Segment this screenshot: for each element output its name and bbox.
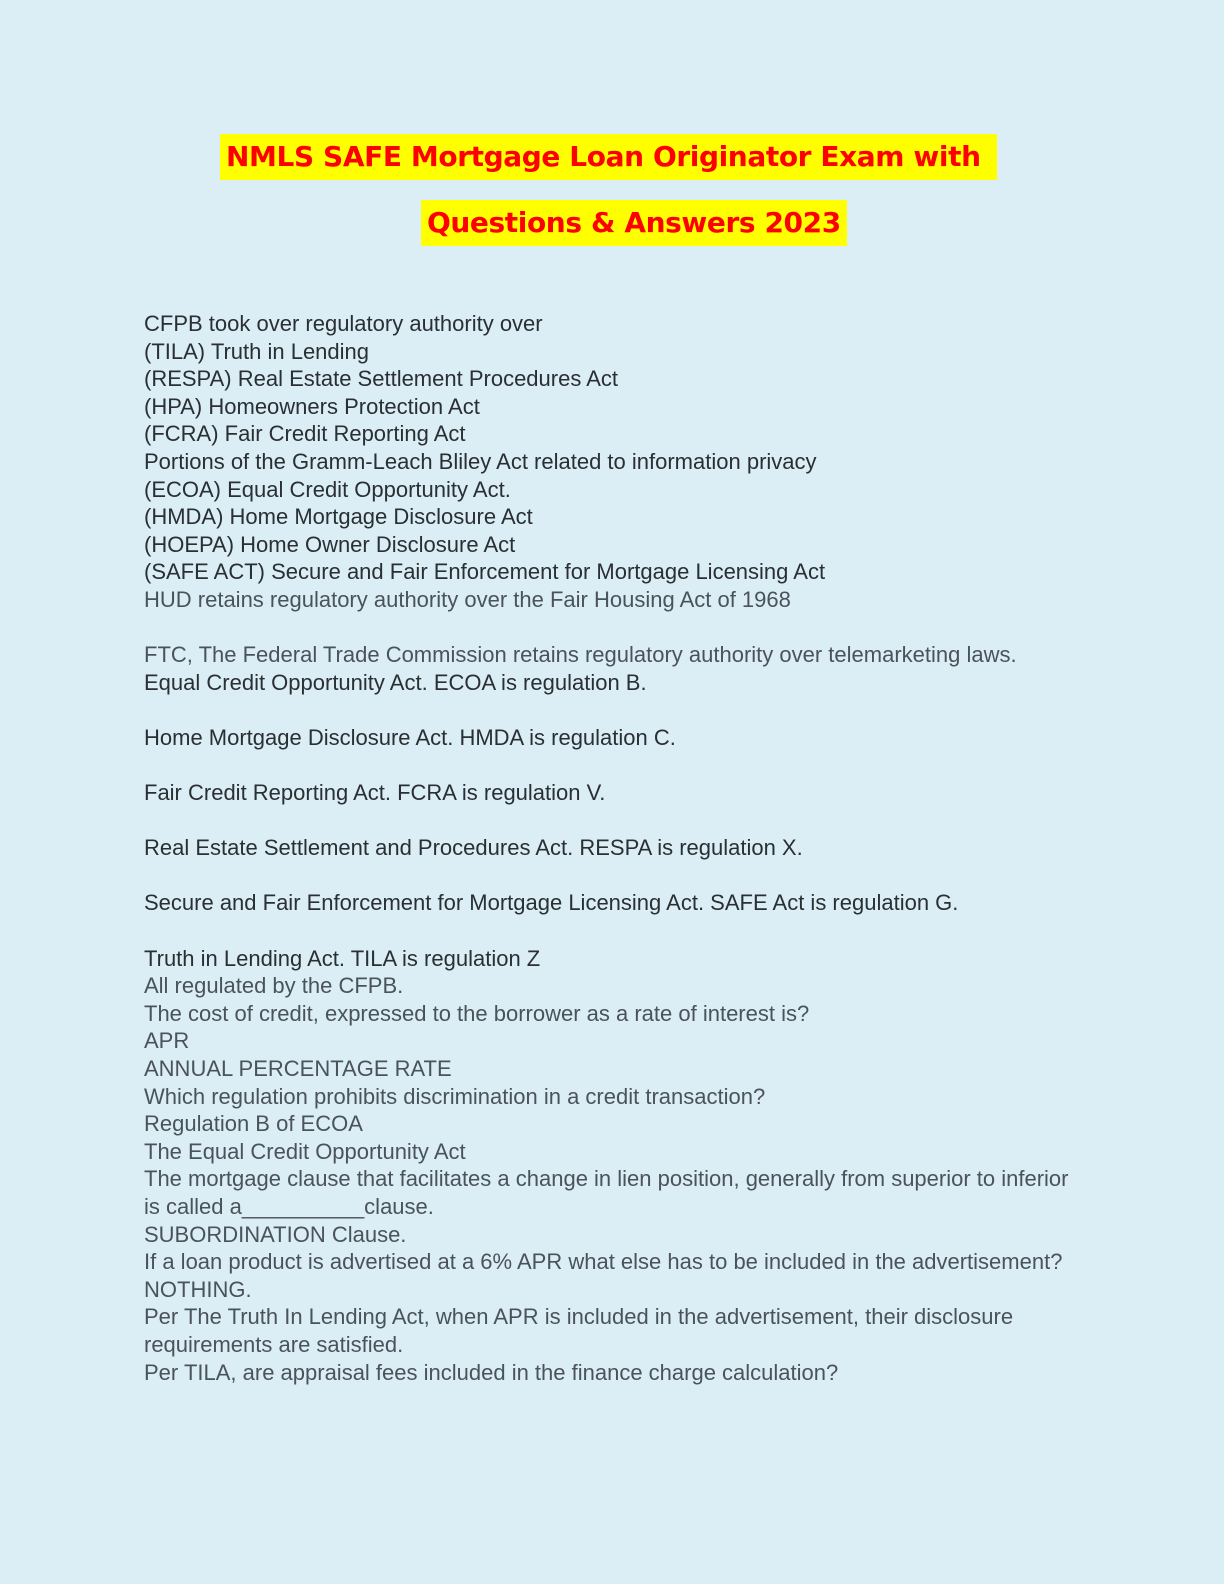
text-line: Per TILA, are appraisal fees included in the finance charge calculation? [144,1359,839,1385]
title-line-1: NMLS SAFE Mortgage Loan Originator Exam with [220,134,997,180]
text-line: NOTHING. [144,1276,252,1302]
text-line: (SAFE ACT) Secure and Fair Enforcement for Mortgage Licensing Act [144,559,826,585]
text-line: (HPA) Homeowners Protection Act [144,393,480,419]
text-line: Regulation B of ECOA [144,1111,363,1137]
text-line: The cost of credit, expressed to the borrower as a rate of interest is? [144,1000,810,1026]
blank-line [144,614,1084,642]
title-line-2: Questions & Answers 2023 [421,200,847,246]
text-line: FTC, The Federal Trade Commission retains regulatory authority over telemarketing laws. [144,642,1017,668]
text-line: (HMDA) Home Mortgage Disclosure Act [144,504,533,530]
text-line: Home Mortgage Disclosure Act. HMDA is regulation C. [144,724,676,750]
blank-line [144,807,1084,835]
text-line: APR [144,1028,190,1054]
text-line: Which regulation prohibits discrimination in a credit transaction? [144,1083,766,1109]
text-line: (FCRA) Fair Credit Reporting Act [144,421,466,447]
text-line: Fair Credit Reporting Act. FCRA is regulation V. [144,780,606,806]
text-line: All regulated by the CFPB. [144,973,404,999]
blank-line [144,752,1084,780]
blank-line [144,917,1084,945]
text-line: (TILA) Truth in Lending [144,338,370,364]
text-line: The mortgage clause that facilitates a change in lien position, generally from superior to inferior is called a__________clause. [144,1166,1075,1219]
text-line: HUD retains regulatory authority over the Fair Housing Act of 1968 [144,586,791,612]
text-line: (HOEPA) Home Owner Disclosure Act [144,531,516,557]
blank-line [144,862,1084,890]
text-line: If a loan product is advertised at a 6% APR what else has to be included in the advertisement? [144,1249,1063,1275]
text-line: Real Estate Settlement and Procedures Act. RESPA is regulation X. [144,835,803,861]
text-line: CFPB took over regulatory authority over [144,311,543,336]
document-body [144,310,1084,1386]
text-line: Equal Credit Opportunity Act. ECOA is regulation B. [144,669,647,695]
text-line: Truth in Lending Act. TILA is regulation Z [144,945,541,971]
text-line: Secure and Fair Enforcement for Mortgage Licensing Act. SAFE Act is regulation G. [144,890,959,916]
document-title [0,134,1224,246]
blank-line [144,696,1084,724]
text-line: (ECOA) Equal Credit Opportunity Act. [144,476,511,502]
text-line: SUBORDINATION Clause. [144,1221,407,1247]
text-line: ANNUAL PERCENTAGE RATE [144,1056,452,1082]
text-line: Per The Truth In Lending Act, when APR is included in the advertisement, their disclosure requirements are satisfied. [144,1304,1020,1357]
text-line: The Equal Credit Opportunity Act [144,1138,466,1164]
text-line: Portions of the Gramm-Leach Bliley Act related to information privacy [144,448,817,474]
text-line: (RESPA) Real Estate Settlement Procedures Act [144,366,619,392]
